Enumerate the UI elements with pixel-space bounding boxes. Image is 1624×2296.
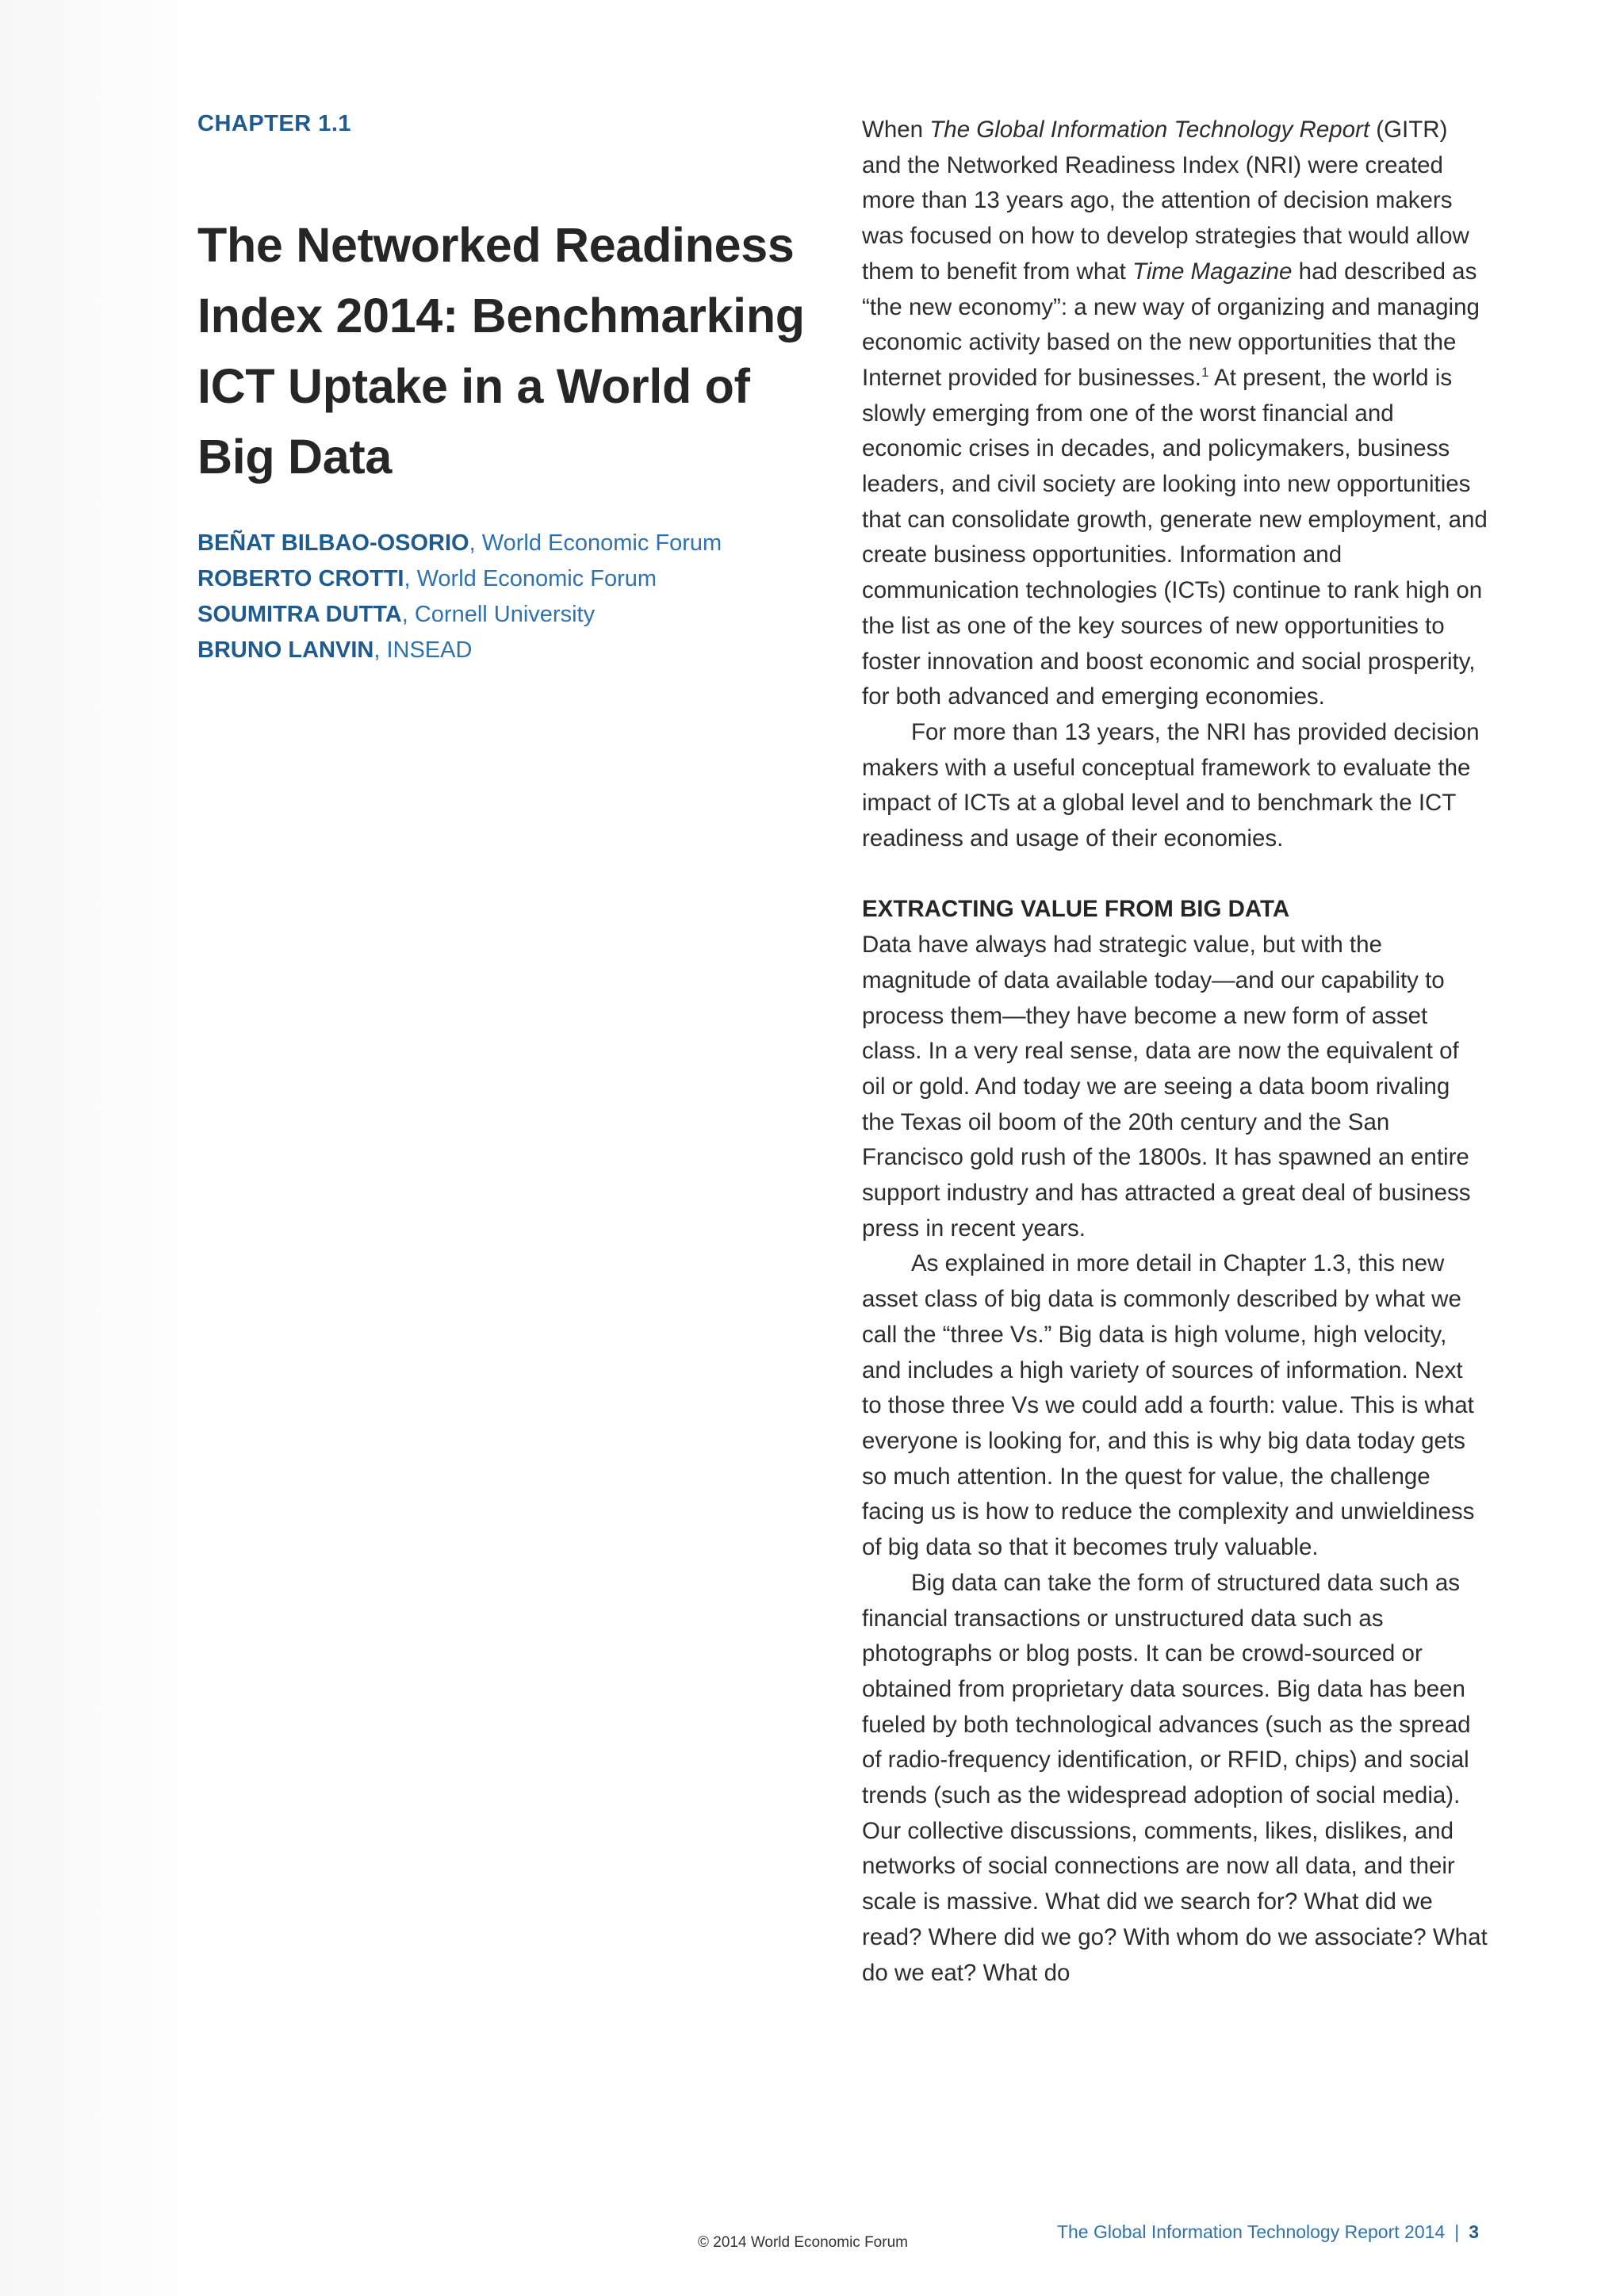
author-name: ROBERTO CROTTI [197,566,404,591]
author-item [197,633,832,668]
section-paragraph-1: Data have always had strategic value, but with the magnitude of data available today—and our capability to process them—they have become a new form of asset class. In a very real sense, data are now the equivalent of oil or gold. And today we are seeing a data boom rivaling the Texas oil boom of the 20th century and the San Francisco gold rush of the 1800s. It has spawned an entire support industry and has attracted a great deal of business press in recent years. [862,932,1471,1242]
report-title-italic: The Global Information Technology Report [929,117,1370,143]
running-footer [1057,2221,1479,2243]
intro-paragraph-2: For more than 13 years, the NRI has provided decision makers with a useful conceptual framework to evaluate the impact of ICTs at a global level and to benchmark the ICT readiness and usage of their economies. [862,718,1480,852]
section-spacer [862,857,1488,893]
section-paragraph-2: As explained in more detail in Chapter 1.3, this new asset class of big data is commonly described by what we call the “three Vs.” Big data is high volume, high velocity, and includes a high variety of sources of information. Next to those three Vs we could add a fourth: value. This is what everyone is looking for, and this is why big data today gets so much attention. In the quest for value, the challenge facing us is how to reduce the complexity and unwieldiness of big data so that it becomes truly valuable. [862,1250,1475,1561]
author-affiliation: , INSEAD [373,637,473,663]
section-heading: EXTRACTING VALUE FROM BIG DATA [862,896,1290,923]
author-item [197,597,832,633]
author-name: SOUMITRA DUTTA [197,602,402,627]
title-block [197,111,832,668]
author-name: BEÑAT BILBAO-OSORIO [197,530,469,556]
author-affiliation: , Cornell University [401,602,596,627]
page-title: The Networked Readiness Index 2014: Benchmarking ICT Uptake in a World of Big Data [197,218,805,484]
text-run: At present, the world is slowly emerging from one of the worst financial and economic crises in decades, and policymakers, business leaders, and civil society are looking into new opportunities that can consolidate growth, generate new employment, and create business opportunities. Information and communication technologies (ICTs) continue to rank high on the list as one of the key sources of new opportunities to foster innovation and boost economic and social prosperity, for both advanced and emerging economies. [862,364,1488,710]
author-affiliation: , World Economic Forum [404,566,657,591]
author-affiliation: , World Economic Forum [469,530,722,556]
author-item [197,526,832,561]
copyright-notice: © 2014 World Economic Forum [698,2234,908,2251]
footnote-reference: 1 [1201,365,1209,381]
page-edge-shade [0,0,218,2296]
body-text [862,113,1488,1991]
text-run: had described as “the new economy”: a new way of organizing and managing economic activity based on the new opportunities that the Internet provided for businesses. [862,258,1480,391]
author-name: BRUNO LANVIN [197,637,374,663]
chapter-label: CHAPTER 1.1 [197,111,352,136]
author-item [197,561,832,597]
magazine-title-italic: Time Magazine [1132,258,1293,285]
footer-separator: | [1454,2221,1460,2242]
report-name: The Global Information Technology Report 2014 [1056,2221,1446,2242]
section-paragraph-3: Big data can take the form of structured data such as financial transactions or unstructured data such as photographs or blog posts. It can be crowd-sourced or obtained from proprietary data sources. Big data has been fueled by both technological advances (such as the spread of radio-frequency identification, or RFID, chips) and social trends (such as the widespread adoption of social media). Our collective discussions, comments, likes, dislikes, and networks of social connections are now all data, and their scale is massive. What did we search for? What did we read? Where did we go? With whom do we associate? What do we eat? What do [862,1569,1488,1986]
intro-paragraph-1 [862,113,1488,715]
text-run: When [862,117,930,143]
text-run: (GITR) and the Networked Readiness Index (NRI) were created more than 13 years ago, the attention of decision makers was focused on how to develop strategies that would allow them to benefit from what [862,117,1469,285]
author-list [197,526,832,668]
page-number: 3 [1469,2221,1479,2242]
